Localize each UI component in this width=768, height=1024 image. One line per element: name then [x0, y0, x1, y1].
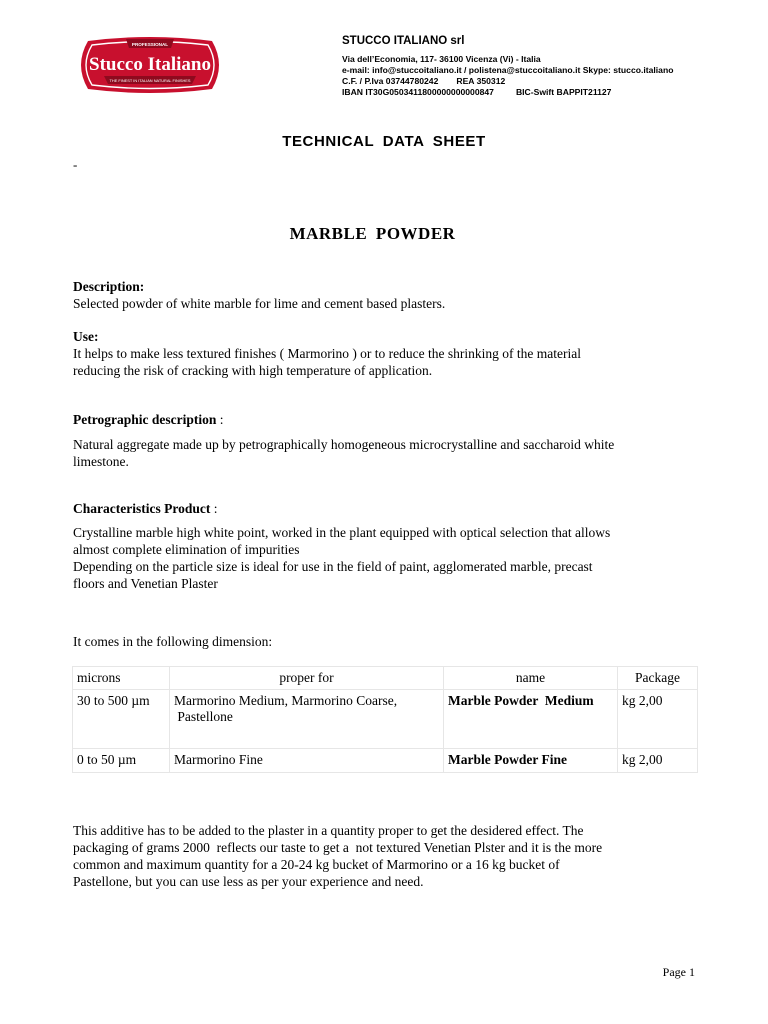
cell-proper-for [170, 690, 444, 749]
closing-line: common and maximum quantity for a 20-24 kg bucket of Marmorino or a 16 kg bucket of [73, 857, 560, 872]
svg-text:THE FINEST IN ITALIAN NATURAL: THE FINEST IN ITALIAN NATURAL FINISHES [109, 78, 191, 83]
characteristics-colon: : [210, 501, 218, 516]
use-text-line: It helps to make less textured finishes ( Marmorino ) or to reduce the shrinking of the material [73, 346, 581, 361]
company-tax-ids [342, 76, 762, 87]
description-section [73, 278, 703, 312]
stucco-italiano-logo [74, 35, 226, 95]
cell-package: kg 2,00 [618, 690, 698, 749]
characteristics-text-line: floors and Venetian Plaster [73, 576, 218, 591]
company-name: STUCCO ITALIANO srl [342, 35, 465, 47]
product-title: MARBLE POWDER [289, 224, 456, 243]
petrographic-text-line: Natural aggregate made up by petrographically homogeneous microcrystalline and saccharoid white [73, 437, 615, 452]
petrographic-heading: Petrographic description [73, 412, 217, 427]
cell-proper-for-line: Pastellone [174, 709, 233, 724]
tax-rea: REA 350312 [456, 76, 506, 86]
petrographic-text-line: limestone. [73, 454, 129, 469]
characteristics-text-line: Depending on the particle size is ideal for use in the field of paint, agglomerated marble, precast [73, 559, 593, 574]
company-bank [342, 87, 762, 98]
characteristics-text-line: almost complete elimination of impurities [73, 542, 300, 557]
cell-microns: 30 to 500 µm [73, 690, 170, 749]
characteristics-heading-row [73, 500, 703, 517]
header-name: name [444, 667, 618, 690]
cell-proper-for: Marmorino Fine [170, 749, 444, 773]
company-contacts: e-mail: info@stuccoitaliano.it / polistena@stuccoitaliano.it Skype: stucco.italiano [342, 65, 674, 75]
table-row [73, 749, 698, 773]
company-info [342, 34, 762, 98]
cell-proper-for-line: Marmorino Medium, Marmorino Coarse, [174, 693, 398, 708]
use-section [73, 328, 703, 379]
description-text: Selected powder of white marble for lime and cement based plasters. [73, 296, 446, 311]
petrographic-heading-row [73, 411, 703, 428]
table-row [73, 690, 698, 749]
use-heading: Use: [73, 329, 99, 344]
header-package: Package [618, 667, 698, 690]
use-text-line: reducing the risk of cracking with high temperature of application. [73, 363, 433, 378]
page-number: Page 1 [662, 965, 695, 979]
characteristics-heading: Characteristics Product [73, 501, 211, 516]
dimension-table [72, 666, 698, 773]
closing-line: Pastellone, but you can use less as per your experience and need. [73, 874, 424, 889]
petrographic-text [73, 436, 703, 470]
bank-iban: IBAN IT30G0503411800000000000847 [342, 87, 494, 97]
characteristics-text [73, 524, 703, 592]
company-address: Via dell’Economia, 117- 36100 Vicenza (Vi) - Italia [342, 54, 541, 64]
characteristics-text-line: Crystalline marble high white point, worked in the plant equipped with optical selection that allows [73, 525, 611, 540]
cell-name: Marble Powder Fine [444, 749, 618, 773]
bank-bic: BIC-Swift BAPPIT21127 [515, 87, 612, 97]
closing-paragraph [73, 822, 713, 890]
description-heading: Description: [73, 279, 145, 294]
sheet-title: TECHNICAL DATA SHEET [282, 133, 486, 150]
petrographic-colon: : [216, 412, 224, 427]
cell-name: Marble Powder Medium [444, 690, 618, 749]
tax-cf: C.F. / P.Iva 03744780242 [342, 76, 439, 86]
cell-package: kg 2,00 [618, 749, 698, 773]
closing-line: packaging of grams 2000 reflects our taste to get a not textured Venetian Plster and it is the more [73, 840, 603, 855]
closing-line: This additive has to be added to the plaster in a quantity proper to get the desidered effect. The [73, 823, 584, 838]
svg-text:PROFESSIONAL: PROFESSIONAL [131, 42, 169, 47]
svg-text:Stucco Italiano: Stucco Italiano [89, 54, 211, 75]
header-microns: microns [73, 667, 170, 690]
logo-badge-icon [74, 35, 226, 95]
cell-microns: 0 to 50 µm [73, 749, 170, 773]
header-proper-for: proper for [170, 667, 444, 690]
dimension-intro: It comes in the following dimension: [73, 634, 273, 649]
dash-mark: - [73, 157, 78, 172]
table-header-row [73, 667, 698, 690]
